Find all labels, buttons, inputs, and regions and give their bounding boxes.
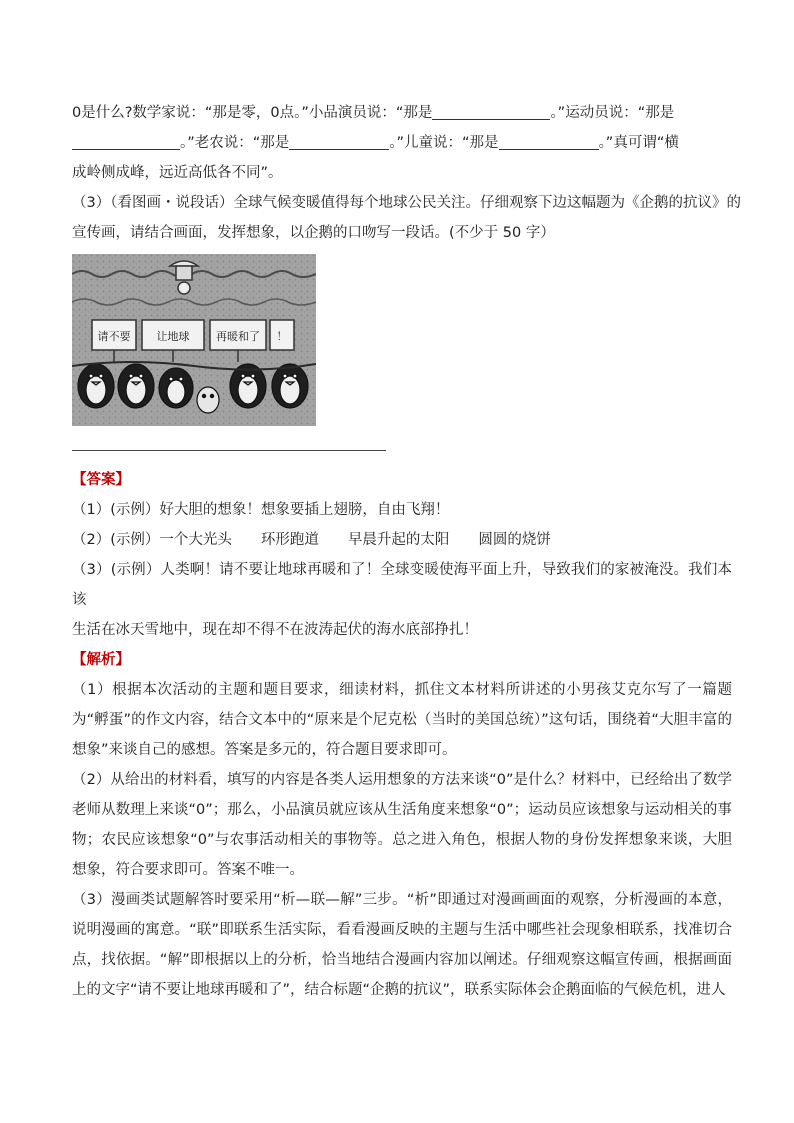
answer-3-line-1: （3）(示例）人类啊！请不要让地球再暖和了！全球变暖使海平面上升，导致我们的家被淹没。我们本该 xyxy=(72,562,732,608)
sign-text: 让地球 xyxy=(156,330,190,343)
analysis-paragraph-2: （2）从给出的材料看，填写的内容是各类人运用想象的方法来谈“0”是什么？材料中，已经给出了数学老师从数理上来谈“0”；那么，小品演员就应该从生活角度来想象“0”；运动员应该想象与运动相关的事物；农民应该想象“0”与农事活动相关的事物等。总之进入角色，根据人物的身份发挥想象来谈，大胆想象，符合要求即可。答案不唯一。 xyxy=(72,772,732,878)
answer-1: （1）(示例）好大胆的想象！想象要插上翅膀，自由飞翔！ xyxy=(72,502,450,518)
penguin-protest-cartoon xyxy=(72,254,316,426)
question-text: 。”真可谓“横 xyxy=(598,135,679,151)
sign-text: ！ xyxy=(276,330,288,343)
blank-farmer[interactable] xyxy=(289,131,389,150)
answer-3-line-2: 生活在冰天雪地中，现在却不得不在波涛起伏的海水底部挣扎！ xyxy=(72,622,478,638)
question-text: 。”运动员说：“那是 xyxy=(550,105,675,121)
question-text: 。”儿童说：“那是 xyxy=(389,135,499,151)
document-page xyxy=(72,98,741,1005)
answer-line-divider xyxy=(72,450,386,451)
penguin-icon xyxy=(159,368,193,408)
question-text: 。”老农说：“那是 xyxy=(180,135,290,151)
blank-athlete[interactable] xyxy=(72,131,180,150)
question-line-3: 成岭侧成峰，远近高低各不同”。 xyxy=(72,165,283,181)
question-3-line-2: 宣传画，请结合画面，发挥想象，以企鹅的口吻写一段话。(不少于 50 字） xyxy=(72,225,555,241)
analysis-paragraph-3: （3）漫画类试题解答时要采用“析—联—解”三步。“析”即通过对漫画画面的观察，分析漫画的本意，说明漫画的寓意。“联”即联系生活实际，看看漫画反映的主题与生活中哪些社会现象相联系，找准切合点，找依据。“解”即根据以上的分析，恰当地结合漫画内容加以阐述。仔细观察这幅宣传画，根据画面上的文字“请不要让地球再暖和了”，结合标题“企鹅的抗议”，联系实际体会企鹅面临的气候危机，进人 xyxy=(72,892,732,998)
sign-text: 再暖和了 xyxy=(216,330,260,343)
answer-label: 【答案】 xyxy=(72,472,130,488)
question-line-2 xyxy=(72,128,732,158)
penguin-icon xyxy=(230,364,266,408)
question-line-1 xyxy=(72,98,732,128)
analysis-label: 【解析】 xyxy=(72,652,130,668)
question-3-line-1: （3）（看图画・说段话）全球气候变暖值得每个地球公民关注。仔细观察下边这幅题为《企鹅的抗议》的 xyxy=(72,195,741,211)
question-text: 0是什么?数学家说：“那是零，0点。”小品演员说：“那是 xyxy=(72,105,433,121)
sign-text: 请不要 xyxy=(97,330,131,343)
analysis-paragraph-1: （1）根据本次活动的主题和题目要求，细读材料，抓住文本材料所讲述的小男孩艾克尔写了一篇题为“孵蛋”的作文内容，结合文本中的“原来是个尼克松（当时的美国总统）”这句话，围绕着“大胆丰富的想象”来谈自己的感想。答案是多元的，符合题目要求即可。 xyxy=(72,682,732,758)
blank-comedian[interactable] xyxy=(432,101,550,120)
blank-child[interactable] xyxy=(499,131,599,150)
answer-2: （2）(示例）一个大光头 环形跑道 早晨升起的太阳 圆圆的烧饼 xyxy=(72,532,551,548)
penguin-icon xyxy=(78,364,114,408)
penguin-icon xyxy=(272,364,308,408)
small-penguin-icon xyxy=(197,387,219,413)
penguin-icon xyxy=(118,364,154,408)
